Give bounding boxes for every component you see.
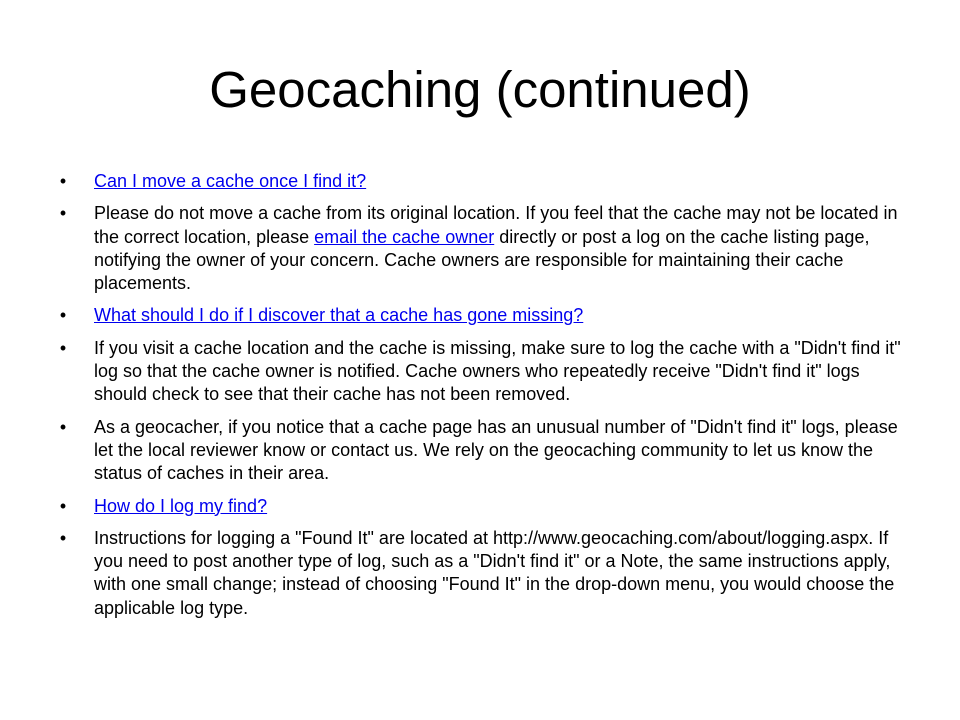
- move-cache-question-link[interactable]: Can I move a cache once I find it?: [94, 171, 367, 191]
- bullet-icon: •: [59, 337, 67, 358]
- log-find-answer-text: Instructions for logging a "Found It" are located at http://www.geocaching.com/about/logging.aspx. If you need to post another type of log, such as a "Didn't find it" or a Note, the same instructions apply, with one small change; instead of choosing "Found It" in the drop-down menu, you would choose the applicable log type.: [94, 527, 895, 618]
- list-item-reviewer-note: [56, 416, 906, 486]
- bullet-list: [56, 170, 906, 629]
- bullet-icon: •: [59, 527, 67, 548]
- email-cache-owner-link[interactable]: email the cache owner: [314, 226, 495, 247]
- list-item-move-cache-answer: [56, 202, 906, 295]
- bullet-icon: •: [59, 495, 67, 516]
- reviewer-note-text: As a geocacher, if you notice that a cache page has an unusual number of "Didn't find it" logs, please let the local reviewer know or contact us. We rely on the geocaching community to let us know the status of caches in their area.: [94, 416, 898, 484]
- list-item-log-find-answer: [56, 527, 906, 620]
- list-item-log-find-question: [56, 495, 906, 518]
- log-find-question-link[interactable]: How do I log my find?: [94, 495, 268, 516]
- move-cache-answer-text-after: directly or post a log on the cache listing page, notifying the owner of your concern. Cache owners are responsible for maintaining their cache placements.: [94, 226, 870, 294]
- move-cache-answer-text-before: Please do not move a cache from its original location. If you feel that the cache may not be located in the correct location, please: [94, 203, 898, 247]
- bullet-icon: •: [59, 171, 67, 191]
- missing-cache-answer-text: If you visit a cache location and the cache is missing, make sure to log the cache with a "Didn't find it" log so that the cache owner is notified. Cache owners who repeatedly receive "Didn't find it" logs should check to see that their cache has not been removed.: [94, 337, 901, 405]
- missing-cache-question-link[interactable]: What should I do if I discover that a cache has gone missing?: [94, 305, 584, 326]
- slide-title: Geocaching (continued): [209, 61, 751, 118]
- list-item-move-cache-question: [56, 170, 906, 193]
- bullet-icon: •: [59, 305, 67, 326]
- bullet-icon: •: [59, 416, 67, 437]
- list-item-missing-cache-question: [56, 304, 906, 327]
- bullet-icon: •: [59, 203, 67, 224]
- list-item-missing-cache-answer: [56, 337, 906, 407]
